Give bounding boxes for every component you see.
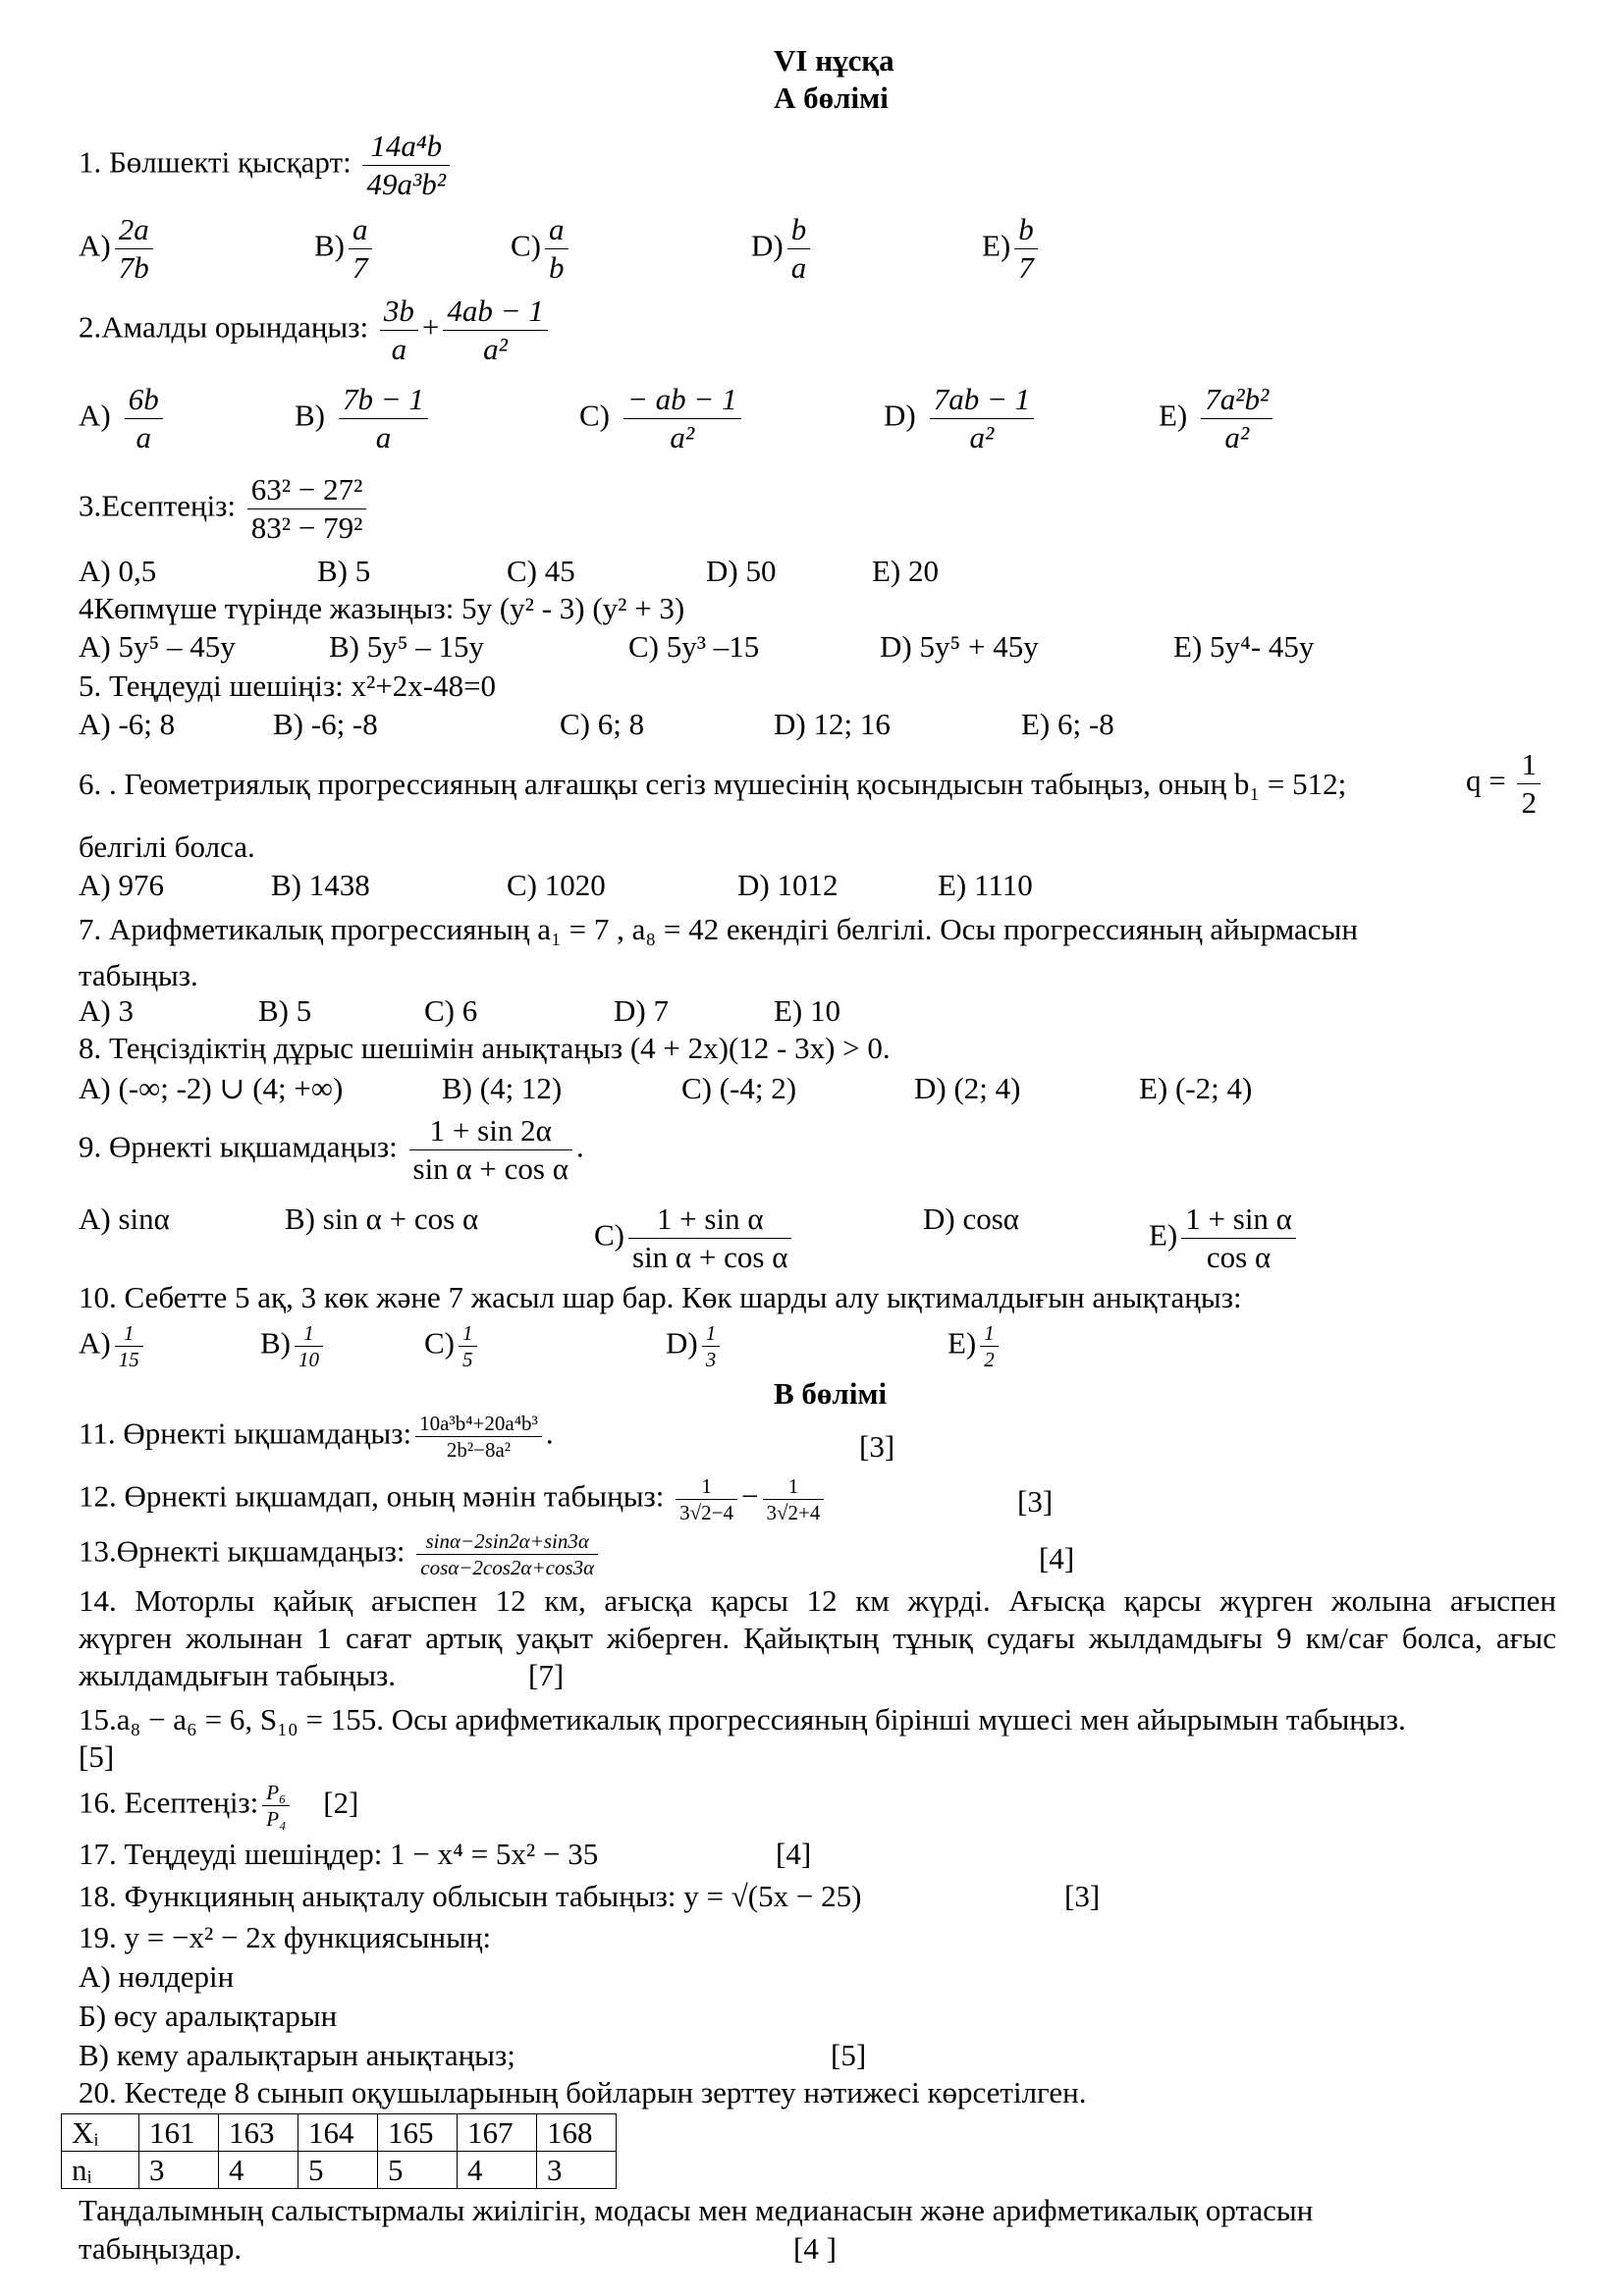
q8-option-c: C) (-4; 2) bbox=[681, 1071, 797, 1105]
q3-option-c: C) 45 bbox=[507, 554, 575, 588]
question-3-text: 3.Есептеңіз: bbox=[79, 488, 237, 523]
question-20-points: [4 ] bbox=[793, 2231, 837, 2266]
variant-title: VI нұсқа bbox=[774, 43, 894, 78]
question-19-c: В) кему аралықтарын анықтаңыз; bbox=[79, 2038, 515, 2072]
table-cell: 4 bbox=[458, 2152, 537, 2189]
q7-option-c: C) 6 bbox=[424, 993, 478, 1028]
question-7-cont: табыңыз. bbox=[79, 958, 198, 992]
q1-option-d: D) $\frac{b}{a}$ bbox=[751, 211, 814, 287]
table-cell: 164 bbox=[298, 2114, 378, 2152]
table-row bbox=[62, 2114, 617, 2152]
q5-option-e: E) 6; -8 bbox=[1021, 707, 1114, 741]
question-9-text: 9. Өрнекті ықшамдаңыз: bbox=[79, 1129, 398, 1164]
question-3-fraction: $\frac{\text{63² − 27²}}{\text{83² − 79²}}$ bbox=[247, 471, 367, 547]
question-18-points: [3] bbox=[1064, 1879, 1101, 1913]
question-11-fraction: $\frac{\text{10a³b⁴+20a⁴b³}}{\text{2b²−8a²}}$ bbox=[415, 1411, 542, 1463]
question-17: 17. Теңдеуді шешіңдер: 1 − x⁴ = 5x² − 35 bbox=[79, 1837, 599, 1871]
q10-option-a: A) $\frac{1}{15}$ bbox=[79, 1320, 147, 1372]
question-16-text: 16. Есептеңіз: bbox=[79, 1785, 259, 1820]
q6-option-a: A) 976 bbox=[79, 868, 164, 902]
question-1-fraction: $\frac{\text{14a⁴b}}{\text{49a³b²}}$ bbox=[362, 128, 450, 203]
section-b-title: В бөлімі bbox=[774, 1376, 888, 1411]
q4-option-d: D) 5y⁵ + 45y bbox=[880, 629, 1039, 664]
table-cell: 168 bbox=[537, 2114, 617, 2152]
q7-option-a: A) 3 bbox=[79, 993, 134, 1028]
table-cell: 3 bbox=[537, 2152, 617, 2189]
question-13-text: 13.Өрнекті ықшамдаңыз: bbox=[79, 1533, 406, 1569]
table-row-label: Xᵢ bbox=[62, 2114, 139, 2152]
table-cell: 167 bbox=[458, 2114, 537, 2152]
question-6 bbox=[79, 766, 1346, 803]
question-18: 18. Функцияның анықталу облысын табыңыз: y = √(5x − 25) bbox=[79, 1879, 862, 1913]
q3-option-b: B) 5 bbox=[317, 554, 371, 588]
q8-option-b: B) (4; 12) bbox=[442, 1071, 563, 1105]
question-20-tail1: Таңдалымның салыстырмалы жиілігін, модасы мен медианасын және арифметикалық ортасын bbox=[79, 2193, 1314, 2227]
table-row-label: nᵢ bbox=[62, 2152, 139, 2189]
question-2-text: 2.Амалды орындаңыз: bbox=[79, 309, 369, 345]
question-6-cont: белгілі болса. bbox=[79, 829, 255, 864]
data-table bbox=[61, 2113, 617, 2189]
table-row bbox=[62, 2152, 617, 2189]
q4-option-e: E) 5y⁴- 45y bbox=[1173, 629, 1315, 664]
q2-option-e: E) $\frac{\text{7a²b²}}{\text{a²}}$ bbox=[1159, 381, 1276, 456]
question-8: 8. Теңсіздіктің дұрыс шешімін анықтаңыз (4 + 2x)(12 - 3x) > 0. bbox=[79, 1031, 891, 1065]
question-7: 7. Арифметикалық прогрессияның a₁ = 7 , a₈ = 42 екендігі белгілі. Осы прогрессияның айырмасын bbox=[79, 912, 1358, 946]
q5-option-d: D) 12; 16 bbox=[774, 707, 891, 741]
q2-option-b: B) $\frac{7b - 1}{a}$ bbox=[295, 381, 432, 456]
q1-option-b: B) $\frac{a}{7}$ bbox=[314, 211, 376, 287]
question-14-line3: жылдамдығын табыңыз. bbox=[79, 1658, 397, 1692]
q5-option-c: C) 6; 8 bbox=[560, 707, 645, 741]
table-cell: 5 bbox=[378, 2152, 458, 2189]
q4-option-c: C) 5y³ –15 bbox=[628, 629, 760, 664]
question-15: 15.a₈ − a₆ = 6, S₁₀ = 155. Осы арифметикалық прогрессияның бірінші мүшесі мен айырымын табыңыз. bbox=[79, 1702, 1406, 1736]
question-11-points: [3] bbox=[859, 1429, 895, 1464]
q6-option-b: B) 1438 bbox=[271, 868, 370, 902]
q9-option-c: C) $\frac{\text{1 + sin α}}{\text{sin α + cos α}}$ bbox=[594, 1201, 795, 1276]
question-19-points: [5] bbox=[831, 2038, 867, 2072]
q2-option-c: C) $\frac{- ab - 1}{\text{a²}}$ bbox=[579, 381, 745, 456]
question-12: 12. Өрнекті ықшамдап, оның мәнін табыңыз: $\frac{1}{3√2-4}$ − $\frac{1}{3√2+4}$ bbox=[79, 1473, 828, 1525]
question-2-frac2: $\frac{4ab - 1}{\text{a²}}$ bbox=[443, 293, 547, 368]
q9-option-d: D) cosα bbox=[923, 1201, 1020, 1236]
question-20: 20. Кестеде 8 сынып оқушыларының бойларын зерттеу нәтижесі көрсетілген. bbox=[79, 2075, 1087, 2109]
q3-option-a: A) 0,5 bbox=[79, 554, 157, 588]
q8-option-a: A) (-∞; -2) ∪ (4; +∞) bbox=[79, 1071, 344, 1105]
q10-option-e: E) $\frac{1}{2}$ bbox=[947, 1320, 1002, 1372]
q10-option-b: B) $\frac{1}{10}$ bbox=[260, 1320, 327, 1372]
question-2: 2.Амалды орындаңыз: $\frac{3b}{a}$ + $\frac{4ab - 1}{\text{a²}}$ bbox=[79, 293, 552, 368]
q4-option-a: A) 5y⁵ – 45y bbox=[79, 629, 236, 664]
table-cell: 3 bbox=[139, 2152, 219, 2189]
table-cell: 5 bbox=[298, 2152, 378, 2189]
q7-option-b: B) 5 bbox=[258, 993, 312, 1028]
q6-option-e: E) 1110 bbox=[938, 868, 1033, 902]
question-5: 5. Теңдеуді шешіңіз: x²+2x-48=0 bbox=[79, 668, 497, 703]
question-13-fraction: $\frac{\sin\alpha-2\sin 2\alpha+\sin 3\alpha}{\cos\alpha-2\cos 2\alpha+\cos 3\alpha}$ bbox=[416, 1528, 598, 1580]
q5-option-a: A) -6; 8 bbox=[79, 707, 176, 741]
q4-option-b: B) 5y⁵ – 15y bbox=[329, 629, 485, 664]
q3-option-d: D) 50 bbox=[706, 554, 777, 588]
question-14-line2: жүрген жолынан 1 сағат артық уақыт жіберген. Қайықтың тұнық судағы жылдамдығы 9 км/сағ болса, ағыс bbox=[79, 1621, 1556, 1655]
question-16: 16. Есептеңіз: $\frac{\text{P₆}}{\text{P₄}}$ [2] bbox=[79, 1781, 359, 1831]
question-13-points: [4] bbox=[1039, 1541, 1075, 1575]
question-12-text: 12. Өрнекті ықшамдап, оның мәнін табыңыз: bbox=[79, 1478, 665, 1514]
q2-option-a: A) $\frac{6b}{a}$ bbox=[79, 381, 167, 456]
table-cell: 161 bbox=[139, 2114, 219, 2152]
table-cell: 163 bbox=[219, 2114, 298, 2152]
question-1 bbox=[79, 128, 454, 203]
section-a-title: А бөлімі bbox=[774, 80, 889, 115]
question-14-points: [7] bbox=[528, 1658, 565, 1692]
question-6-q: q = $\frac{1}{2}$ bbox=[1466, 746, 1544, 822]
question-4: 4Көпмүше түрінде жазыңыз: 5y (y² - 3) (y² + 3) bbox=[79, 591, 685, 625]
question-15-points: [5] bbox=[79, 1739, 115, 1774]
question-19-a: A) нөлдерін bbox=[79, 1959, 235, 1994]
q10-option-c: C) $\frac{1}{5}$ bbox=[424, 1320, 481, 1372]
q6-option-d: D) 1012 bbox=[737, 868, 839, 902]
q1-option-a: A) $\frac{2a}{7b}$ bbox=[79, 211, 157, 287]
question-14-line1: 14. Моторлы қайық ағыспен 12 км, ағысқа қарсы 12 км жүрді. Ағысқа қарсы жүрген жолына ағыспен bbox=[79, 1583, 1556, 1618]
q1-option-c: C) $\frac{a}{b}$ bbox=[511, 211, 572, 287]
question-9: 9. Өрнекті ықшамдаңыз: $\frac{1 + \sin 2\alpha}{\text{sin α + cos α}}$ . bbox=[79, 1113, 584, 1186]
question-17-points: [4] bbox=[776, 1837, 812, 1871]
q9-option-a: A) sinα bbox=[79, 1201, 170, 1236]
question-2-frac1: $\frac{3b}{a}$ bbox=[380, 293, 418, 368]
question-11: 11. Өрнекті ықшамдаңыз: $\frac{\text{10a³b⁴+20a⁴b³}}{\text{2b²−8a²}}$ . bbox=[79, 1412, 554, 1462]
table-cell: 4 bbox=[219, 2152, 298, 2189]
q9-option-b: B) sin α + cos α bbox=[285, 1201, 479, 1236]
question-9-fraction: $\frac{1 + \sin 2\alpha}{\text{sin α + cos α}}$ bbox=[409, 1112, 572, 1188]
question-19-b: Б) өсу аралықтарын bbox=[79, 1999, 338, 2033]
question-12-points: [3] bbox=[1017, 1484, 1054, 1519]
question-19: 19. y = −x² − 2x функциясының: bbox=[79, 1920, 492, 1954]
q1-option-e: E) $\frac{b}{7}$ bbox=[982, 211, 1042, 287]
question-3 bbox=[79, 471, 370, 547]
q6-option-c: C) 1020 bbox=[507, 868, 606, 902]
question-16-points: [2] bbox=[323, 1785, 359, 1820]
q10-option-d: D) $\frac{1}{3}$ bbox=[666, 1320, 724, 1372]
question-13 bbox=[79, 1528, 602, 1580]
q7-option-d: D) 7 bbox=[614, 993, 669, 1028]
question-6-text: 6. . Геометриялық прогрессияның алғашқы сегіз мүшесінің қосындысын табыңыз, оның b₁ = 512; bbox=[79, 767, 1347, 801]
question-1-text: 1. Бөлшекті қысқарт: bbox=[79, 144, 352, 180]
q2-option-d: D) $\frac{7ab - 1}{\text{a²}}$ bbox=[884, 381, 1038, 456]
question-20-tail2: табыңыздар. bbox=[79, 2231, 243, 2266]
q5-option-b: B) -6; -8 bbox=[273, 707, 378, 741]
q8-option-d: D) (2; 4) bbox=[914, 1071, 1021, 1105]
q3-option-e: E) 20 bbox=[872, 554, 940, 588]
table-cell: 165 bbox=[378, 2114, 458, 2152]
q8-option-e: E) (-2; 4) bbox=[1139, 1071, 1253, 1105]
question-11-text: 11. Өрнекті ықшамдаңыз: bbox=[79, 1415, 412, 1451]
q9-option-e: E) $\frac{\text{1 + sin α}}{\text{cos α}}$ bbox=[1149, 1201, 1300, 1276]
q7-option-e: E) 10 bbox=[774, 993, 841, 1028]
question-10: 10. Себетте 5 ақ, 3 көк және 7 жасыл шар бар. Көк шарды алу ықтималдығын анықтаңыз: bbox=[79, 1280, 1242, 1314]
